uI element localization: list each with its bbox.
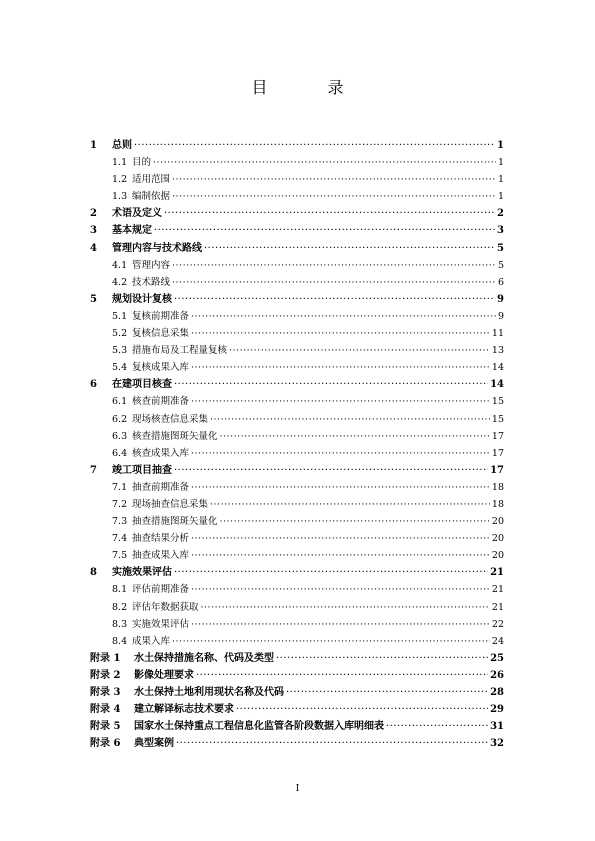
toc-entry-title: 复核前期准备 — [132, 310, 190, 322]
toc-entry-title: 水土保持措施名称、代码及类型 — [134, 652, 274, 664]
toc-entry-title: 影像处理要求 — [134, 669, 194, 681]
toc-entry-title: 实施效果评估 — [132, 618, 190, 630]
toc-entry-chapter[interactable] — [90, 701, 504, 718]
toc-entry-title: 水土保持土地利用现状名称及代码 — [134, 687, 284, 698]
toc-entry-title: 核查前期准备 — [132, 396, 190, 408]
toc-entry-number: 1.2 — [112, 174, 128, 186]
toc-entry-section[interactable] — [90, 445, 504, 462]
toc-dot-leader — [191, 479, 490, 496]
toc-dot-leader — [134, 137, 495, 154]
toc-dot-leader — [220, 428, 490, 445]
toc-entry-title: 竣工项目抽查 — [112, 464, 172, 476]
toc-entry-chapter[interactable] — [90, 735, 504, 752]
toc-entry-title: 管理内容与技术路线 — [112, 242, 202, 254]
toc-dot-leader — [286, 684, 488, 701]
toc-entry-number: 3 — [90, 225, 97, 237]
toc-entry-title: 抽查结果分析 — [132, 533, 190, 545]
toc-dot-leader — [191, 616, 490, 633]
toc-entry-section[interactable] — [90, 428, 504, 445]
toc-entry-section[interactable] — [90, 513, 504, 530]
toc-entry-section[interactable] — [90, 581, 504, 598]
toc-entry-section[interactable] — [90, 359, 504, 376]
toc-dot-leader — [172, 171, 496, 188]
toc-entry-number: 附录 5 — [90, 721, 121, 733]
toc-entry-title: 评估前期准备 — [132, 584, 190, 596]
toc-entry-page-number: 5 — [497, 242, 504, 254]
toc-entry-page-number: 14 — [491, 362, 504, 374]
toc-entry-section[interactable] — [90, 633, 504, 650]
toc-dot-leader — [172, 188, 496, 205]
toc-entry-page-number: 21 — [490, 567, 504, 579]
toc-entry-section[interactable] — [90, 616, 504, 633]
toc-dot-leader — [191, 325, 490, 342]
toc-entry-chapter[interactable] — [90, 684, 504, 701]
footer-page-number: I — [295, 784, 300, 794]
toc-entry-section[interactable] — [90, 325, 504, 342]
toc-entry-chapter[interactable] — [90, 376, 504, 393]
toc-entry-section[interactable] — [90, 411, 504, 428]
toc-dot-leader — [174, 462, 488, 479]
toc-entry-number: 2 — [90, 208, 97, 220]
toc-entry-page-number: 9 — [497, 293, 504, 305]
toc-entry-section[interactable] — [90, 547, 504, 564]
toc-entry-page-number: 31 — [490, 721, 504, 733]
toc-entry-number: 附录 4 — [90, 704, 121, 716]
toc-entry-title: 现场抽查信息采集 — [132, 498, 209, 510]
toc-entry-number: 1.1 — [112, 157, 128, 169]
toc-entry-number: 5.2 — [112, 328, 128, 340]
toc-entry-page-number: 18 — [491, 498, 504, 510]
toc-entry-number: 5.1 — [112, 310, 128, 322]
toc-entry-page-number: 29 — [490, 704, 504, 716]
toc-entry-number: 6.4 — [112, 447, 128, 459]
toc-entry-section[interactable] — [90, 274, 504, 291]
toc-entry-number: 1.3 — [112, 191, 128, 203]
toc-entry-number: 7.5 — [112, 550, 128, 562]
toc-entry-number: 8.2 — [112, 601, 128, 613]
toc-entry-title: 实施效果评估 — [112, 567, 172, 579]
toc-entry-number: 7.4 — [112, 533, 128, 545]
toc-dot-leader — [386, 718, 488, 735]
toc-dot-leader — [172, 633, 490, 650]
toc-dot-leader — [154, 222, 495, 239]
toc-entry-section[interactable] — [90, 530, 504, 547]
toc-entry-section[interactable] — [90, 479, 504, 496]
toc-entry-title: 术语及定义 — [112, 208, 162, 220]
toc-entry-title: 基本规定 — [112, 225, 152, 237]
toc-dot-leader — [191, 308, 496, 325]
toc-entry-page-number: 1 — [497, 174, 504, 186]
toc-entry-page-number: 14 — [490, 379, 504, 391]
toc-entry-page-number: 3 — [497, 225, 504, 237]
toc-dot-leader — [276, 650, 488, 667]
toc-entry-number: 4.1 — [112, 259, 128, 271]
toc-dot-leader — [220, 513, 490, 530]
toc-dot-leader — [191, 530, 490, 547]
toc-entry-number: 5.4 — [112, 362, 128, 374]
toc-dot-leader — [176, 735, 488, 752]
toc-dot-leader — [172, 257, 496, 274]
toc-dot-leader — [204, 240, 495, 257]
toc-entry-title: 典型案例 — [134, 738, 174, 750]
toc-entry-title: 总则 — [112, 140, 132, 151]
toc-entry-title: 规划设计复核 — [112, 293, 172, 305]
toc-entry-page-number: 2 — [497, 208, 504, 220]
toc-entry-page-number: 32 — [490, 738, 504, 750]
toc-entry-section[interactable] — [90, 599, 504, 616]
toc-entry-page-number: 9 — [497, 310, 504, 322]
toc-entry-number: 1 — [90, 140, 97, 151]
toc-entry-title: 复核信息采集 — [132, 328, 190, 340]
toc-entry-page-number: 24 — [491, 635, 504, 647]
toc-entry-number: 4.2 — [112, 276, 128, 288]
toc-dot-leader — [174, 291, 495, 308]
page-title: 目 录 — [251, 78, 366, 97]
toc-entry-page-number: 26 — [490, 669, 504, 681]
toc-entry-title: 评估年数据获取 — [132, 601, 199, 613]
toc-entry-number: 8.4 — [112, 635, 128, 647]
toc-entry-page-number: 22 — [491, 618, 504, 630]
toc-entry-page-number: 18 — [491, 481, 504, 493]
toc-entry-number: 8.1 — [112, 584, 128, 596]
toc-entry-title: 建立解译标志技术要求 — [134, 704, 234, 716]
toc-entry-title: 成果入库 — [132, 635, 171, 647]
toc-entry-number: 附录 3 — [90, 687, 121, 698]
toc-dot-leader — [196, 667, 488, 684]
toc-entry-title: 抽查前期准备 — [132, 481, 190, 493]
toc-dot-leader — [229, 342, 490, 359]
toc-entry-number: 附录 6 — [90, 738, 121, 750]
toc-entry-chapter[interactable] — [90, 291, 504, 308]
toc-entry-page-number: 1 — [497, 157, 504, 169]
toc-dot-leader — [191, 445, 490, 462]
toc-entry-page-number: 17 — [491, 447, 504, 459]
toc-entry-number: 8.3 — [112, 618, 128, 630]
toc-entry-page-number: 6 — [497, 276, 504, 288]
toc-entry-number: 7.1 — [112, 481, 128, 493]
toc-entry-page-number: 15 — [491, 413, 504, 425]
toc-entry-chapter[interactable] — [90, 667, 504, 684]
toc-dot-leader — [210, 411, 490, 428]
toc-dot-leader — [174, 376, 488, 393]
toc-entry-number: 附录 2 — [90, 669, 121, 681]
toc-entry-title: 技术路线 — [132, 276, 171, 288]
toc-entry-title: 现场核查信息采集 — [132, 413, 209, 425]
toc-entry-chapter[interactable] — [90, 205, 504, 222]
toc-entry-page-number: 13 — [491, 345, 504, 357]
toc-entry-title: 核查成果入库 — [132, 447, 190, 459]
toc-entry-section[interactable] — [90, 393, 504, 410]
toc-entry-page-number: 17 — [491, 430, 504, 442]
toc-entry-page-number: 11 — [491, 328, 504, 340]
toc-entry-number: 7.3 — [112, 516, 128, 528]
toc-entry-title: 措施布局及工程量复核 — [132, 345, 228, 357]
table-of-contents — [90, 137, 504, 752]
toc-entry-title: 核查措施图斑矢量化 — [132, 430, 218, 442]
toc-entry-title: 目的 — [132, 157, 152, 169]
toc-entry-title: 国家水土保持重点工程信息化监管各阶段数据入库明细表 — [134, 721, 384, 733]
toc-dot-leader — [174, 564, 488, 581]
toc-entry-section[interactable] — [90, 154, 504, 171]
toc-entry-chapter[interactable] — [90, 240, 504, 257]
toc-entry-page-number: 21 — [491, 601, 504, 613]
toc-dot-leader — [153, 154, 496, 171]
toc-dot-leader — [236, 701, 488, 718]
toc-entry-section[interactable] — [90, 257, 504, 274]
toc-entry-chapter[interactable] — [90, 462, 504, 479]
toc-entry-page-number: 1 — [497, 191, 504, 203]
toc-entry-title: 适用范围 — [132, 174, 171, 186]
toc-entry-section[interactable] — [90, 496, 504, 513]
toc-entry-number: 附录 1 — [90, 652, 121, 664]
toc-entry-section[interactable] — [90, 342, 504, 359]
toc-entry-title: 复核成果入库 — [132, 362, 190, 374]
toc-entry-chapter[interactable] — [90, 718, 504, 735]
toc-entry-page-number: 1 — [497, 140, 504, 151]
toc-entry-page-number: 28 — [490, 687, 504, 698]
toc-dot-leader — [191, 393, 490, 410]
toc-dot-leader — [191, 359, 490, 376]
toc-entry-chapter[interactable] — [90, 650, 504, 667]
toc-entry-number: 6.2 — [112, 413, 128, 425]
toc-entry-number: 6.1 — [112, 396, 128, 408]
toc-dot-leader — [201, 599, 490, 616]
toc-entry-chapter[interactable] — [90, 137, 504, 154]
toc-entry-page-number: 21 — [491, 584, 504, 596]
toc-entry-section[interactable] — [90, 171, 504, 188]
toc-entry-number: 6.3 — [112, 430, 128, 442]
toc-entry-title: 抽查成果入库 — [132, 550, 190, 562]
toc-entry-title: 抽查措施图斑矢量化 — [132, 516, 218, 528]
toc-entry-page-number: 5 — [497, 259, 504, 271]
toc-entry-section[interactable] — [90, 308, 504, 325]
toc-entry-page-number: 15 — [491, 396, 504, 408]
toc-dot-leader — [191, 547, 490, 564]
toc-entry-page-number: 20 — [491, 516, 504, 528]
toc-entry-number: 8 — [90, 567, 97, 579]
toc-entry-page-number: 17 — [490, 464, 504, 476]
toc-entry-section[interactable] — [90, 188, 504, 205]
toc-entry-number: 5.3 — [112, 345, 128, 357]
toc-dot-leader — [164, 205, 495, 222]
toc-entry-title: 管理内容 — [132, 259, 171, 271]
toc-entry-number: 6 — [90, 379, 97, 391]
toc-entry-title: 在建项目核查 — [112, 379, 172, 391]
toc-dot-leader — [172, 274, 496, 291]
toc-entry-number: 7.2 — [112, 498, 128, 510]
toc-entry-title: 编制依据 — [132, 191, 171, 203]
toc-dot-leader — [191, 581, 490, 598]
toc-entry-chapter[interactable] — [90, 222, 504, 239]
toc-entry-page-number: 20 — [491, 533, 504, 545]
toc-entry-page-number: 20 — [491, 550, 504, 562]
toc-dot-leader — [210, 496, 490, 513]
toc-entry-page-number: 25 — [490, 652, 504, 664]
toc-entry-number: 7 — [90, 464, 97, 476]
toc-entry-number: 4 — [90, 242, 97, 254]
toc-entry-chapter[interactable] — [90, 564, 504, 581]
toc-entry-number: 5 — [90, 293, 97, 305]
